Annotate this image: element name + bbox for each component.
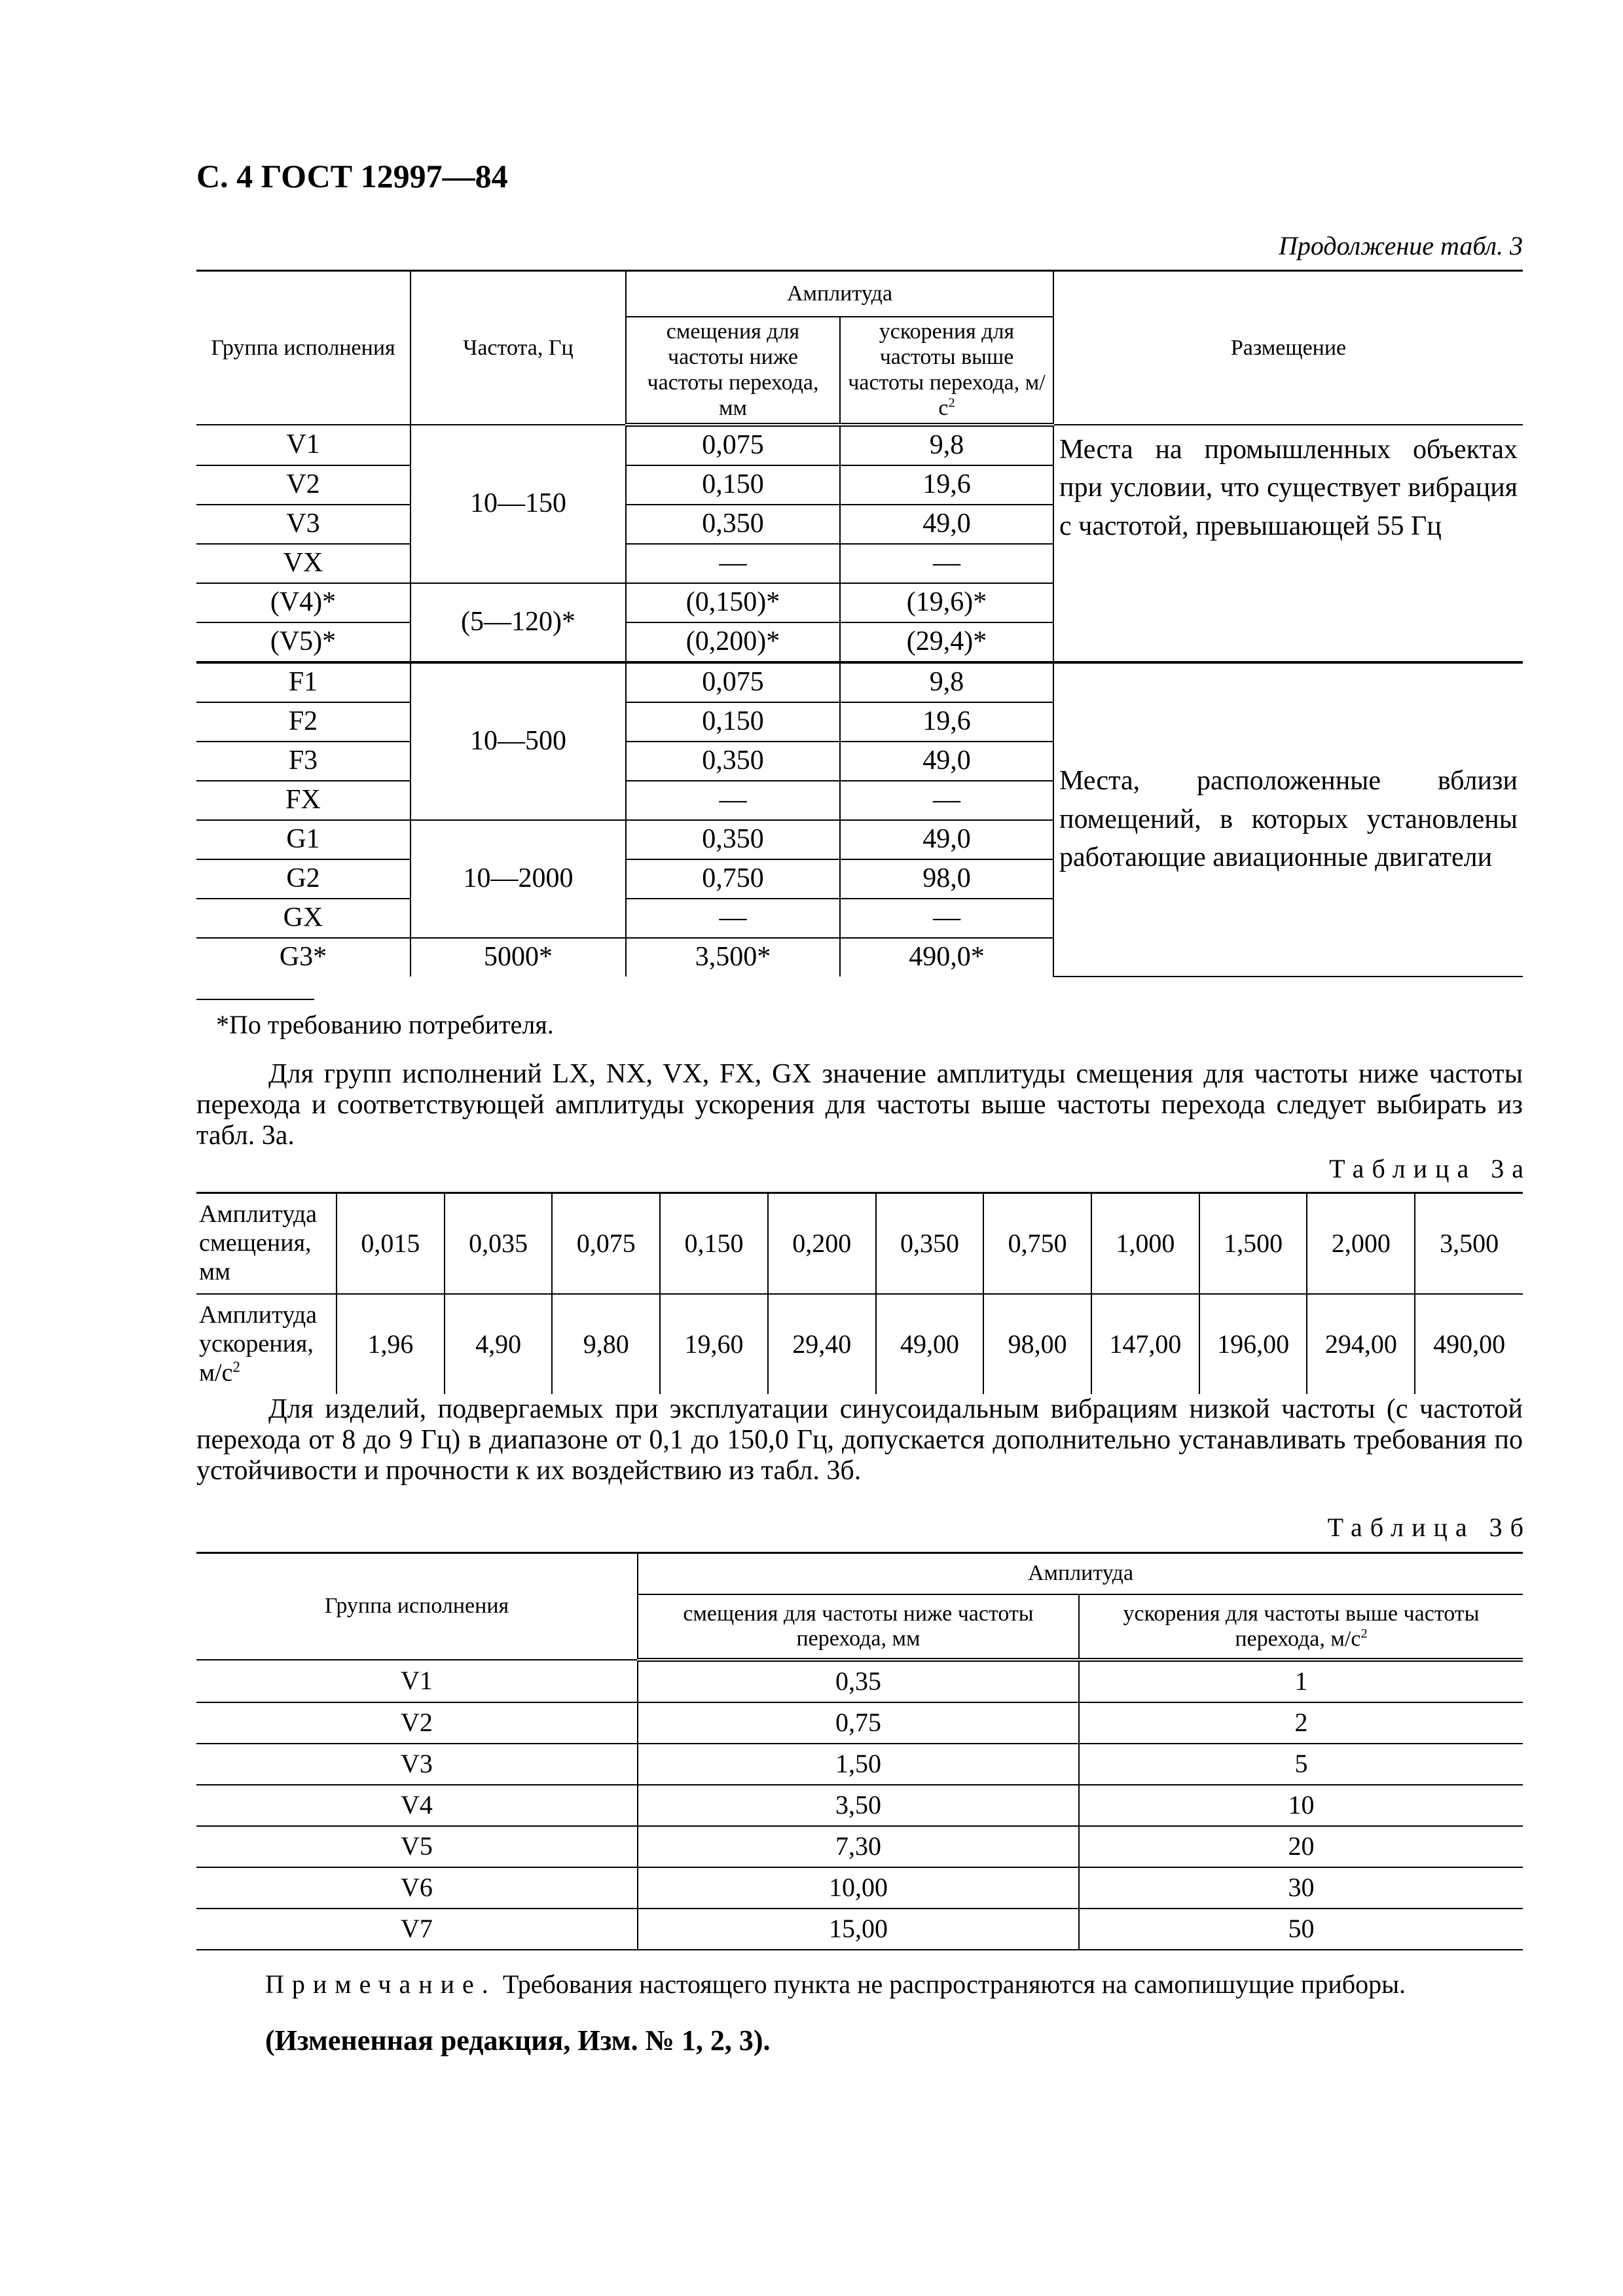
cell-displacement: 0,075: [626, 425, 840, 465]
table-3a: [196, 1192, 1523, 1394]
table3-caption: Продолжение табл. 3: [1278, 231, 1523, 260]
cell-acceleration: 2: [1079, 1702, 1523, 1744]
cell-group: G3*: [196, 938, 410, 977]
cell-displacement: 10,00: [638, 1867, 1079, 1909]
cell-displacement: 0,015: [337, 1193, 445, 1295]
cell-group: V2: [196, 1702, 638, 1744]
cell-acceleration: 4,90: [445, 1294, 553, 1394]
note: Примечание. Требования настоящего пункта не распространяются на самопишущие приборы.: [265, 1969, 1406, 1999]
cell-displacement: 0,200: [768, 1193, 876, 1295]
cell-acceleration: 19,6: [840, 465, 1053, 505]
cell-acceleration: 50: [1079, 1909, 1523, 1950]
cell-displacement: 0,350: [626, 505, 840, 544]
cell-acceleration: —: [840, 899, 1053, 938]
cell-group: V3: [196, 1744, 638, 1785]
cell-displacement: 0,150: [660, 1193, 768, 1295]
cell-frequency: 5000*: [410, 938, 626, 977]
cell-displacement: 7,30: [638, 1826, 1079, 1867]
cell-acceleration: (19,6)*: [840, 583, 1053, 622]
cell-displacement: (0,150)*: [626, 583, 840, 622]
cell-displacement: 0,750: [626, 859, 840, 899]
cell-displacement: 3,500: [1415, 1193, 1523, 1295]
cell-displacement: 0,150: [626, 465, 840, 505]
table-3: [196, 270, 1523, 977]
table-row: [196, 1785, 1523, 1826]
table-row: [196, 1744, 1523, 1785]
cell-group: F3: [196, 742, 410, 781]
cell-acceleration: 10: [1079, 1785, 1523, 1826]
cell-group: G1: [196, 820, 410, 859]
cell-acceleration: —: [840, 544, 1053, 583]
table-row: [196, 1867, 1523, 1909]
cell-group: F1: [196, 662, 410, 702]
table-row: [196, 1909, 1523, 1950]
header-group: Группа исполнения: [196, 1553, 638, 1660]
cell-acceleration: 49,0: [840, 505, 1053, 544]
cell-acceleration: 490,0*: [840, 938, 1053, 977]
cell-group: (V5)*: [196, 622, 410, 662]
cell-displacement: —: [626, 899, 840, 938]
header-placement: Размещение: [1053, 271, 1523, 425]
cell-displacement: 1,50: [638, 1744, 1079, 1785]
cell-acceleration: 9,8: [840, 662, 1053, 702]
table-row: [196, 1660, 1523, 1702]
cell-group: F2: [196, 702, 410, 742]
cell-acceleration: 490,00: [1415, 1294, 1523, 1394]
header-acceleration: ускорения для частоты выше частоты перехода, $м/с^2$: [840, 317, 1053, 425]
cell-acceleration: 20: [1079, 1826, 1523, 1867]
cell-acceleration: 30: [1079, 1867, 1523, 1909]
cell-displacement: 1,000: [1091, 1193, 1199, 1295]
footnote-rule: [196, 999, 314, 1000]
cell-acceleration: 5: [1079, 1744, 1523, 1785]
cell-acceleration: 19,6: [840, 702, 1053, 742]
cell-placement: Места на промышленных объектах при условии, что существует вибрация с частотой, превышающей 55 Гц: [1053, 425, 1523, 662]
table-3b: [196, 1552, 1523, 1950]
cell-displacement: 0,750: [983, 1193, 1091, 1295]
cell-group: (V4)*: [196, 583, 410, 622]
footnote: *По требованию потребителя.: [216, 1010, 554, 1039]
cell-acceleration: 49,00: [876, 1294, 984, 1394]
cell-displacement: 0,035: [445, 1193, 553, 1295]
cell-group: V5: [196, 1826, 638, 1867]
cell-displacement: 3,50: [638, 1785, 1079, 1826]
cell-displacement: 2,000: [1307, 1193, 1415, 1295]
cell-group: V2: [196, 465, 410, 505]
table-row: [196, 1702, 1523, 1744]
header-acceleration: ускорения для частоты выше частоты перехода, $м/с^2$: [1079, 1594, 1523, 1660]
cell-frequency: 10—2000: [410, 820, 626, 938]
cell-frequency: 10—150: [410, 425, 626, 583]
cell-group: V6: [196, 1867, 638, 1909]
cell-group: VX: [196, 544, 410, 583]
cell-displacement: 0,075: [626, 662, 840, 702]
cell-group: V3: [196, 505, 410, 544]
header-displacement: смещения для частоты ниже частоты перехода, мм: [626, 317, 840, 425]
paragraph-1: Для групп исполнений LX, NX, VX, FX, GX значение амплитуды смещения для частоты ниже частоты перехода и соответствующей амплитуды ускорения для частоты выше частоты перехода следует выбирать из табл. 3а.: [196, 1059, 1523, 1151]
cell-displacement: 15,00: [638, 1909, 1079, 1950]
cell-acceleration: 29,40: [768, 1294, 876, 1394]
cell-group: V4: [196, 1785, 638, 1826]
header-displacement: смещения для частоты ниже частоты перехода, мм: [638, 1594, 1079, 1660]
cell-acceleration: 9,80: [552, 1294, 660, 1394]
header-group: Группа исполнения: [196, 271, 410, 425]
table-row: [196, 1826, 1523, 1867]
cell-frequency: 10—500: [410, 662, 626, 820]
cell-displacement: 0,350: [626, 742, 840, 781]
cell-displacement: 0,35: [638, 1660, 1079, 1702]
cell-acceleration: 147,00: [1091, 1294, 1199, 1394]
table3b-caption: Таблица 3б: [1327, 1513, 1531, 1542]
cell-displacement: 0,075: [552, 1193, 660, 1295]
row-label-acceleration: Амплитуда ускорения, $м/с^2$: [196, 1294, 337, 1394]
table-row: [196, 425, 1523, 465]
cell-group: V1: [196, 1660, 638, 1702]
header-frequency: Частота, Гц: [410, 271, 626, 425]
cell-acceleration: —: [840, 781, 1053, 820]
row-label-displacement: Амплитуда смещения, мм: [196, 1193, 337, 1295]
table-row: [196, 662, 1523, 702]
cell-displacement: 0,350: [876, 1193, 984, 1295]
cell-acceleration: 1,96: [337, 1294, 445, 1394]
cell-acceleration: 49,0: [840, 742, 1053, 781]
cell-group: GX: [196, 899, 410, 938]
header-amplitude: Амплитуда: [626, 271, 1053, 317]
page-header: С. 4 ГОСТ 12997—84: [196, 158, 508, 194]
cell-group: FX: [196, 781, 410, 820]
cell-group: V7: [196, 1909, 638, 1950]
cell-acceleration: 294,00: [1307, 1294, 1415, 1394]
cell-acceleration: 49,0: [840, 820, 1053, 859]
cell-acceleration: 98,00: [983, 1294, 1091, 1394]
cell-displacement: 0,350: [626, 820, 840, 859]
cell-acceleration: 196,00: [1199, 1294, 1307, 1394]
cell-displacement: 0,150: [626, 702, 840, 742]
cell-acceleration: (29,4)*: [840, 622, 1053, 662]
revision-note: (Измененная редакция, Изм. № 1, 2, 3).: [265, 2024, 771, 2056]
cell-frequency: (5—120)*: [410, 583, 626, 662]
cell-displacement: 0,75: [638, 1702, 1079, 1744]
paragraph-2: Для изделий, подвергаемых при эксплуатации синусоидальным вибрациям низкой частоты (с частотой перехода от 8 до 9 Гц) в диапазоне от 0,1 до 150,0 Гц, допускается дополнительно устанавливать требования по устойчивости и прочности к их воздействию из табл. 3б.: [196, 1394, 1523, 1486]
cell-displacement: (0,200)*: [626, 622, 840, 662]
cell-placement: Места, расположенные вблизи помещений, в которых установлены работающие авиационные двигатели: [1053, 662, 1523, 977]
cell-acceleration: 98,0: [840, 859, 1053, 899]
cell-acceleration: 1: [1079, 1660, 1523, 1702]
cell-displacement: —: [626, 544, 840, 583]
cell-acceleration: 9,8: [840, 425, 1053, 465]
header-amplitude: Амплитуда: [638, 1553, 1523, 1595]
cell-displacement: —: [626, 781, 840, 820]
cell-displacement: 3,500*: [626, 938, 840, 977]
cell-acceleration: 19,60: [660, 1294, 768, 1394]
table3a-caption: Таблица 3а: [1329, 1154, 1531, 1183]
cell-group: V1: [196, 425, 410, 465]
cell-displacement: 1,500: [1199, 1193, 1307, 1295]
cell-group: G2: [196, 859, 410, 899]
